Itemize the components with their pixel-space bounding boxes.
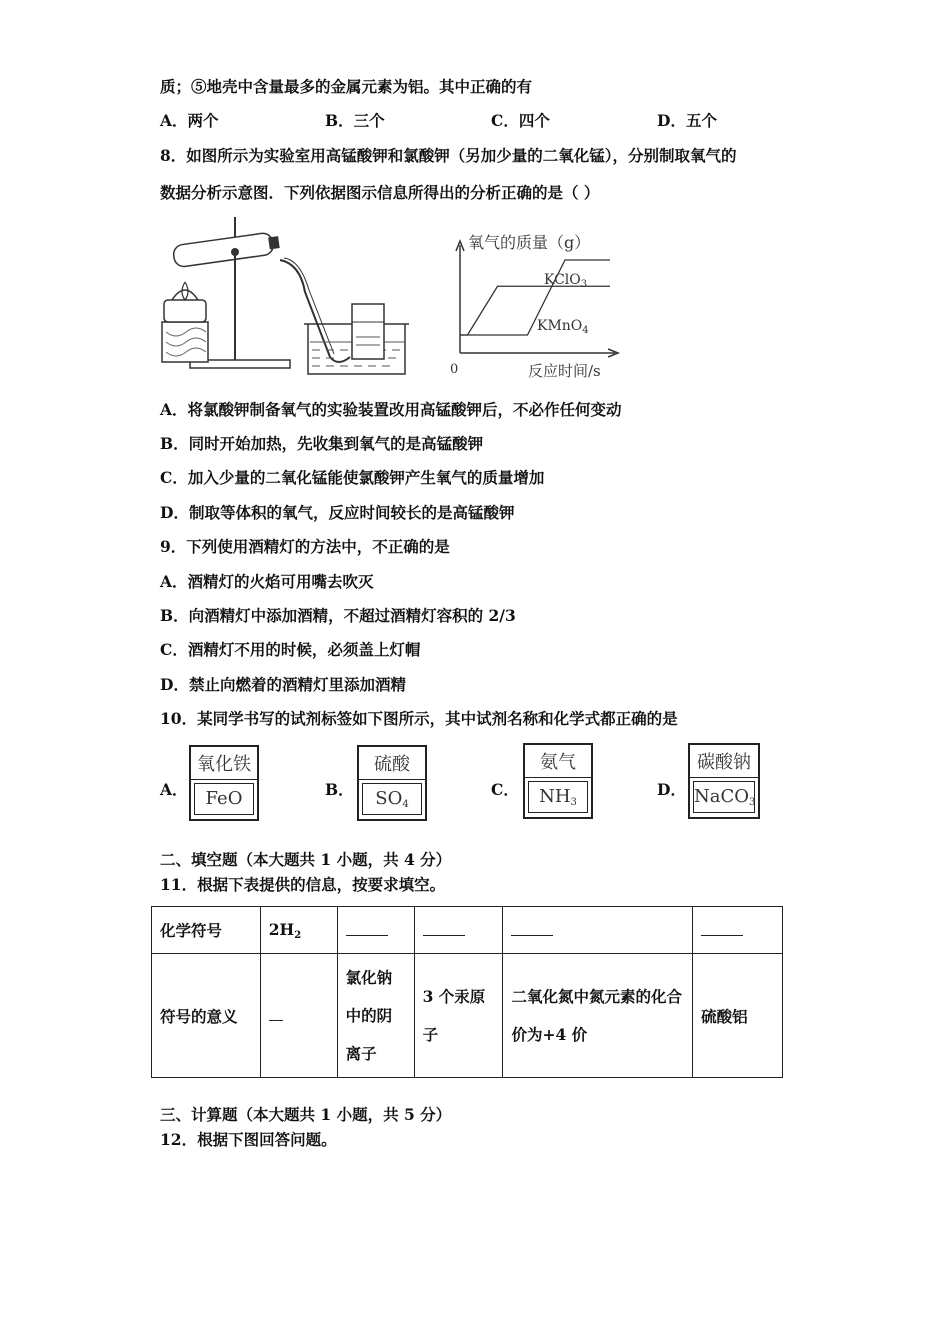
reagent-label-b-formula: $SO_4$ xyxy=(362,783,422,815)
q11-meaning-c4: 3 个汞原子 xyxy=(414,954,503,1078)
q11-meaning-c5: 二氧化氮中氮元素的化合价为+4 价 xyxy=(503,954,693,1078)
q7-option-b[interactable]: B．三个 xyxy=(325,111,385,130)
q7-option-c[interactable]: C．四个 xyxy=(491,111,550,130)
q8-option-d[interactable]: D．制取等体积的氧气，反应时间较长的是高锰酸钾 xyxy=(160,503,515,522)
reagent-label-d-formula: NaCO$_3$ xyxy=(693,781,755,813)
graph-svg xyxy=(440,225,630,385)
oxygen-mass-graph xyxy=(440,225,630,385)
q11-table xyxy=(151,906,783,1078)
graph-origin-label: 0 xyxy=(450,362,459,377)
q10-stem: 10．某同学书写的试剂标签如下图所示，其中试剂名称和化学式都正确的是 xyxy=(160,709,678,728)
q11-row1-header: 化学符号 xyxy=(152,907,261,954)
legend-kmno4: KMnO$_4$ xyxy=(537,318,589,336)
q11-meaning-c3: 氯化钠中的阴离子 xyxy=(337,954,414,1078)
oxygen-apparatus-illustration xyxy=(160,212,410,382)
series-line-kmno4 xyxy=(460,286,610,335)
reagent-label-d-name: 碳酸钠 xyxy=(690,749,758,778)
section2-heading: 二、填空题（本大题共 1 小题，共 4 分） xyxy=(160,850,452,869)
section3-heading: 三、计算题（本大题共 1 小题，共 5 分） xyxy=(160,1105,452,1124)
q11-row-meanings xyxy=(152,954,783,1078)
q7-option-a[interactable]: A．两个 xyxy=(160,111,219,130)
reagent-label-a-formula: FeO xyxy=(194,783,254,815)
q11-stem: 11．根据下表提供的信息，按要求填空。 xyxy=(160,875,446,894)
q9-option-d[interactable]: D．禁止向燃着的酒精灯里添加酒精 xyxy=(160,675,406,694)
q11-symbol-blank-5[interactable] xyxy=(503,907,693,954)
reagent-label-b-name: 硫酸 xyxy=(359,751,425,780)
reagent-label-c-formula: $NH_3$ xyxy=(528,781,588,813)
q11-row2-header: 符号的意义 xyxy=(152,954,261,1078)
q11-meaning-c6: 硫酸铝 xyxy=(693,954,783,1078)
q8-stem-line2: 数据分析示意图．下列依据图示信息所得出的分析正确的是（ ） xyxy=(160,183,600,202)
graph-xlabel: 反应时间/s xyxy=(528,362,601,380)
series-line-kclo3 xyxy=(460,260,610,335)
q7-tail-text: 质；⑤地壳中含量最多的金属元素为铝。其中正确的有 xyxy=(160,77,533,96)
q9-option-b[interactable]: B．向酒精灯中添加酒精，不超过酒精灯容积的 2/3 xyxy=(160,606,516,625)
reagent-label-c[interactable] xyxy=(523,743,593,819)
q10-option-c-letter[interactable]: C． xyxy=(491,780,519,799)
q8-option-c[interactable]: C．加入少量的二氧化锰能使氯酸钾产生氧气的质量增加 xyxy=(160,468,545,487)
q10-option-b-letter[interactable]: B． xyxy=(325,780,354,799)
q9-option-c[interactable]: C．酒精灯不用的时候，必须盖上灯帽 xyxy=(160,640,421,659)
reagent-label-a[interactable] xyxy=(189,745,259,821)
q11-meaning-blank-2[interactable] xyxy=(260,954,337,1078)
q11-symbol-blank-6[interactable] xyxy=(693,907,783,954)
q8-option-b[interactable]: B．同时开始加热，先收集到氧气的是高锰酸钾 xyxy=(160,434,484,453)
graph-ylabel: 氧气的质量（g） xyxy=(468,233,591,252)
q8-option-a[interactable]: A．将氯酸钾制备氧气的实验装置改用高锰酸钾后，不必作任何变动 xyxy=(160,400,622,419)
q10-option-d-letter[interactable]: D． xyxy=(657,780,686,799)
reagent-label-c-name: 氨气 xyxy=(525,749,591,778)
q10-option-a-letter[interactable]: A． xyxy=(160,780,188,799)
q11-symbol-blank-4[interactable] xyxy=(414,907,503,954)
reagent-label-b[interactable] xyxy=(357,745,427,821)
q8-stem-line1: 8．如图所示为实验室用高锰酸钾和氯酸钾（另加少量的二氧化锰），分别制取氧气的 xyxy=(160,146,737,165)
q11-symbol-blank-3[interactable] xyxy=(337,907,414,954)
q9-option-a[interactable]: A．酒精灯的火焰可用嘴去吹灭 xyxy=(160,572,374,591)
reagent-label-a-name: 氧化铁 xyxy=(191,751,257,780)
q12-stem: 12．根据下图回答问题。 xyxy=(160,1130,337,1149)
legend-kclo3: KClO$_3$ xyxy=(544,272,588,290)
reagent-label-d[interactable] xyxy=(688,743,760,819)
q11-symbol-given: $2H_2$ xyxy=(260,907,337,954)
q9-stem: 9．下列使用酒精灯的方法中，不正确的是 xyxy=(160,537,450,556)
graph-axes xyxy=(456,241,618,357)
q11-row-symbols xyxy=(152,907,783,954)
q7-option-d[interactable]: D．五个 xyxy=(657,111,717,130)
